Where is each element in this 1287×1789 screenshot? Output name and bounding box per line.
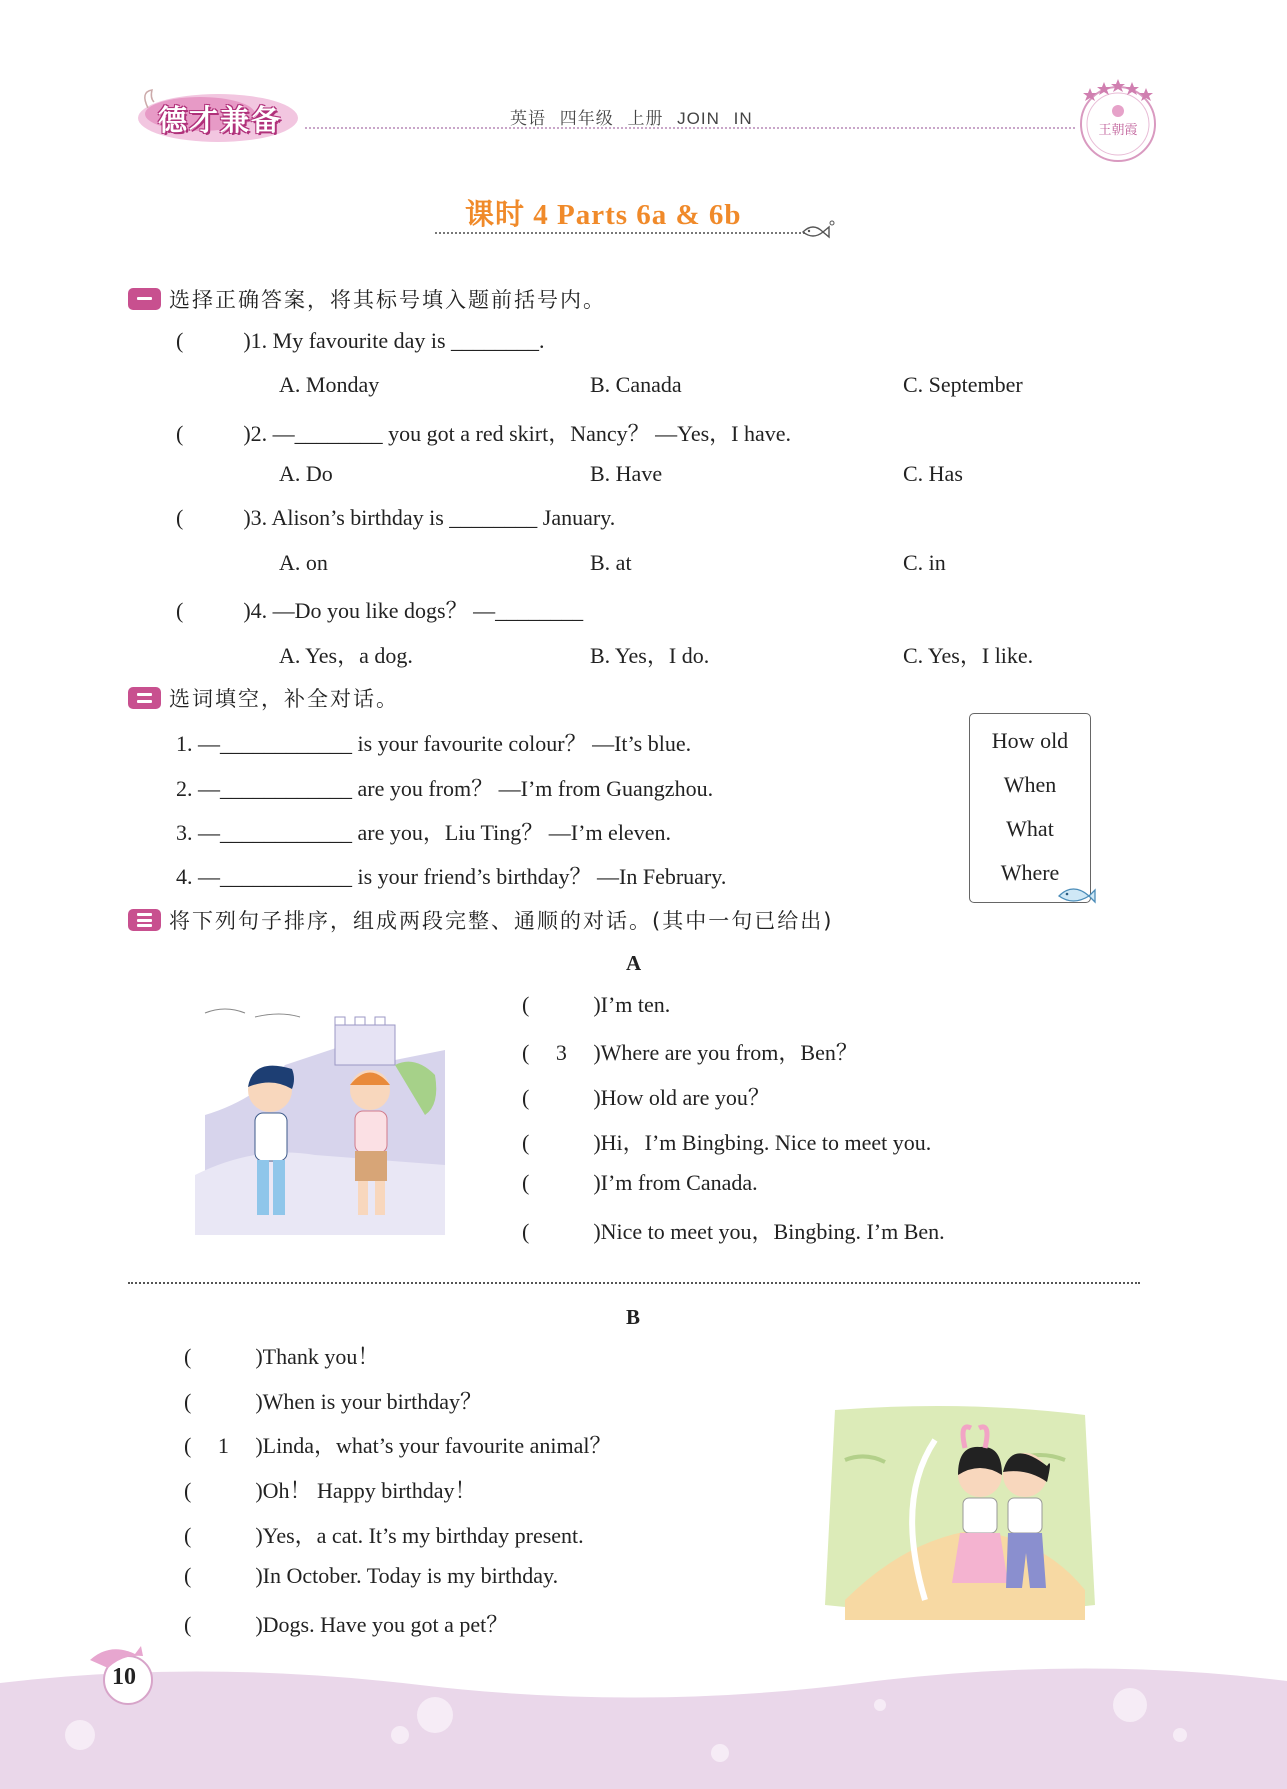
fill-item-4: 4. —____________ is your friend’s birthday？ —In February. (176, 864, 727, 889)
b-line-3: ( 1 )Linda，what’s your favourite animal？ (184, 1433, 612, 1458)
b-line-7: ( )Dogs. Have you got a pet？ (184, 1612, 509, 1637)
dialogue-separator (128, 1282, 1140, 1284)
b-line-5: ( )Yes，a cat. It’s my birthday present. (184, 1523, 584, 1548)
a-line-1: ( )I’m ten. (522, 992, 671, 1017)
header-title: 英语 四年级 上册 JOIN IN (510, 109, 753, 128)
publisher-seal-icon (1075, 78, 1161, 164)
fill-item-3: 3. —____________ are you，Liu Ting？ —I’m eleven. (176, 820, 671, 845)
fish-icon (800, 218, 836, 242)
whale-icon (1055, 880, 1097, 906)
section3-badge (128, 909, 161, 931)
fill-item-2: 2. —____________ are you from？ —I’m from Guangzhou. (176, 776, 714, 801)
a-line-6: ( )Nice to meet you，Bingbing. I’m Ben. (522, 1219, 945, 1244)
footer-wave (0, 1665, 1287, 1789)
a-line-5: ( )I’m from Canada. (522, 1170, 758, 1195)
part-a-label: A (626, 951, 642, 975)
q3-stem: ( )3. Alison’s birthday is ________ January. (176, 505, 616, 530)
q1-option-c: C. September (903, 372, 1023, 397)
word-bank-item: Where (1000, 860, 1060, 885)
section1-heading-text: 选择正确答案，将其标号填入题前括号内。 (169, 288, 606, 312)
word-bank-item: How old (991, 728, 1069, 753)
b-line-1: ( )Thank you！ (184, 1344, 380, 1369)
section3-heading (128, 905, 833, 935)
seal-text: 王朝霞 (1098, 123, 1138, 138)
section2-heading-text: 选词填空，补全对话。 (169, 687, 399, 711)
section1-badge (128, 288, 161, 310)
word-bank (969, 713, 1091, 903)
b-line-6: ( )In October. Today is my birthday. (184, 1563, 559, 1588)
word-bank-item: When (1003, 772, 1057, 797)
q4-stem: ( )4. —Do you like dogs？ —________ (176, 598, 584, 623)
section3-heading-text: 将下列句子排序，组成两段完整、通顺的对话。(其中一句已给出) (169, 909, 834, 933)
q4-option-c: C. Yes，I like. (903, 643, 1034, 668)
brand-logo-text: 德才兼备 (158, 103, 283, 137)
q3-option-b: B. at (590, 550, 632, 575)
q4-option-a: A. Yes，a dog. (279, 643, 413, 668)
b-line-4: ( )Oh！ Happy birthday！ (184, 1478, 477, 1503)
a-line-2: ( 3 )Where are you from，Ben？ (522, 1040, 858, 1065)
a-line-3: ( )How old are you？ (522, 1085, 770, 1110)
q2-option-c: C. Has (903, 461, 963, 486)
girls-illustration (815, 1400, 1100, 1625)
section2-badge (128, 687, 161, 709)
section1-heading (128, 284, 606, 314)
q2-option-a: A. Do (279, 461, 333, 486)
lesson-title: 课时 4 Parts 6a & 6b (465, 199, 742, 231)
fill-item-1: 1. —____________ is your favourite colour？ —It’s blue. (176, 731, 692, 756)
q3-option-a: A. on (279, 550, 328, 575)
q3-option-c: C. in (903, 550, 946, 575)
section2-heading (128, 683, 399, 713)
b-line-2: ( )When is your birthday？ (184, 1389, 482, 1414)
header-divider (305, 127, 1075, 129)
q1-option-b: B. Canada (590, 372, 682, 397)
q4-option-b: B. Yes，I do. (590, 643, 710, 668)
word-bank-item: What (1006, 816, 1054, 841)
q2-option-b: B. Have (590, 461, 663, 486)
q1-stem: ( )1. My favourite day is ________. (176, 328, 545, 353)
great-wall-illustration (195, 1005, 450, 1235)
a-line-4: ( )Hi，I’m Bingbing. Nice to meet you. (522, 1130, 932, 1155)
title-underline (435, 232, 805, 234)
page-number: 10 (112, 1664, 136, 1690)
q2-stem: ( )2. —________ you got a red skirt，Nancy？ —Yes，I have. (176, 421, 792, 446)
part-b-label: B (626, 1305, 641, 1329)
q1-option-a: A. Monday (279, 372, 380, 397)
